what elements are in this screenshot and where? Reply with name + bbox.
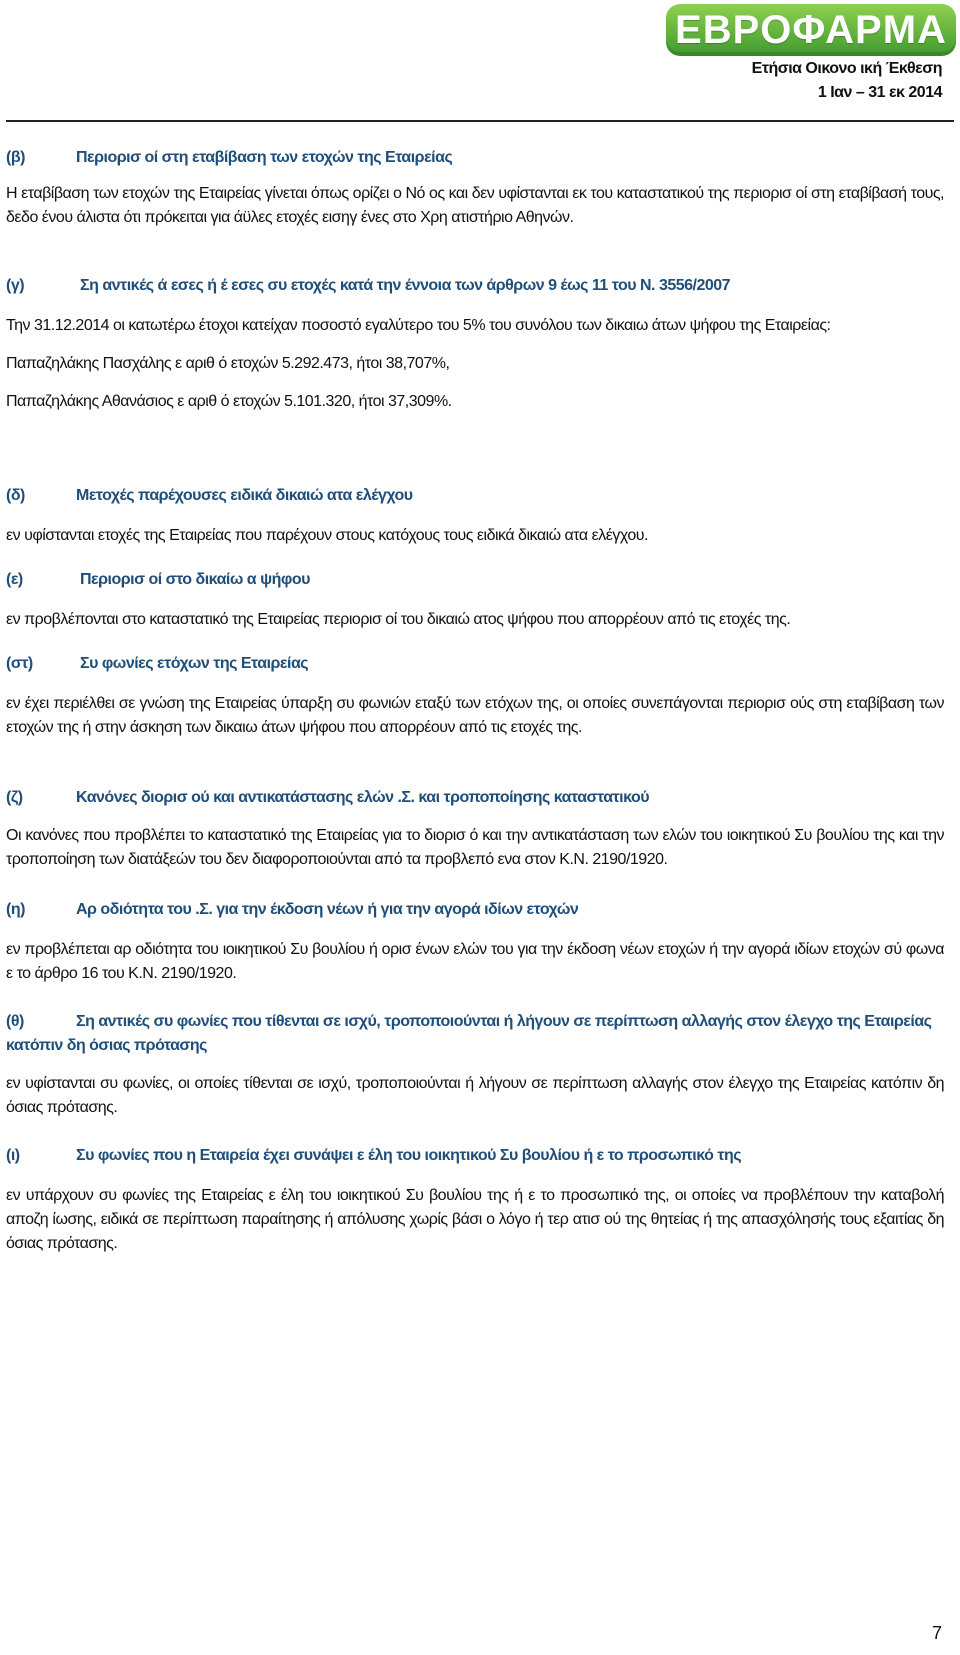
section-number: (ε)	[6, 571, 23, 588]
section-number: (γ)	[6, 277, 25, 294]
section-title: Μετοχές παρέχουσες ειδικά δικαιώ ατα ελέγχου	[76, 487, 413, 504]
shareholder-line: Παπαζηλάκης Αθανάσιος ε αριθ ό ετοχών 5.101.320, ήτοι 37,309%.	[6, 393, 452, 410]
section-title: Κανόνες διορισ ού και αντικατάστασης ελών .Σ. και τροποποίησης καταστατικού	[76, 789, 650, 806]
section-number: (δ)	[6, 487, 25, 504]
section-heading	[6, 898, 944, 922]
section-c	[6, 274, 944, 414]
shareholder-line: Παπαζηλάκης Πασχάλης ε αριθ ό ετοχών 5.292.473, ήτοι 38,707%,	[6, 355, 450, 372]
section-number: (ζ)	[6, 789, 23, 806]
section-iota	[6, 1144, 944, 1256]
paragraph: Την 31.12.2014 οι κατωτέρω έτοχοι κατείχαν ποσοστό εγαλύτερο του 5% του συνόλου των δικαιω άτων ψήφου της Εταιρείας:	[6, 317, 831, 334]
report-title: Ετήσια Οικονο ική Έκθεση	[751, 60, 942, 77]
paragraph: εν προβλέπονται στο καταστατικό της Εταιρείας περιορισ οί του δικαιώ ατος ψήφου που απορρέουν από τις ετοχές της.	[6, 611, 791, 628]
section-number: (στ)	[6, 655, 33, 672]
paragraph: εν υπάρχουν συ φωνίες της Εταιρείας ε έλη του ιοικητικού Συ βουλίου της ή ε το προσωπικό της, οι οποίες να προβλέπουν την καταβολή αποζη ίωσης, ειδικά σε περίπτωση παραίτησης ή απόλυσης χωρίς βάσι ο λόγο ή τερ ατισ ού της θητείας ή της απασχόλησής τους εξαιτίας δη όσιας πρότασης.	[6, 1187, 944, 1252]
section-heading	[6, 1144, 944, 1168]
section-th	[6, 1010, 944, 1120]
paragraph: Οι κανόνες που προβλέπει το καταστατικό της Εταιρείας για το διορισ ό και την αντικατάσταση των ελών του ιοικητικού Συ βουλίου της και την τροποποίηση των διατάξεών του δεν διαφοροποιούνται από τα προβλεπό ενα στον Κ.Ν. 2190/1920.	[6, 827, 944, 868]
section-title: Ση αντικές ά εσες ή έ εσες συ ετοχές κατά την έννοια των άρθρων 9 έως 11 του Ν. 3556/2007	[80, 277, 731, 294]
section-title: Συ φωνίες που η Εταιρεία έχει συνάψει ε έλη του ιοικητικού Συ βουλίου ή ε το προσωπικό της	[76, 1147, 742, 1164]
section-heading	[6, 274, 944, 298]
section-heading	[6, 1010, 944, 1058]
section-heading	[6, 484, 944, 508]
section-title: Συ φωνίες ετόχων της Εταιρείας	[80, 655, 309, 672]
paragraph: εν υφίστανται ετοχές της Εταιρείας που παρέχουν στους κατόχους τους ειδικά δικαιώ ατα ελέγχου.	[6, 527, 648, 544]
report-period: 1 Ιαν – 31 εκ 2014	[817, 84, 942, 101]
paragraph: εν υφίστανται συ φωνίες, οι οποίες τίθενται σε ισχύ, τροποποιούνται ή λήγουν σε περίπτωση αλλαγής στον έλεγχο της Εταιρείας κατόπιν δη όσιας πρότασης.	[6, 1075, 944, 1116]
section-z	[6, 786, 944, 872]
section-number: (ι)	[6, 1147, 20, 1164]
section-title: Αρ οδιότητα του .Σ. για την έκδοση νέων ή για την αγορά ιδίων ετοχών	[76, 901, 579, 918]
section-heading	[6, 146, 944, 170]
section-title: Περιορισ οί στο δικαίω α ψήφου	[80, 571, 310, 588]
company-logo: ΕΒΡΟΦΑΡΜΑ	[666, 4, 956, 56]
section-e	[6, 568, 944, 632]
section-number: (β)	[6, 149, 25, 166]
section-heading	[6, 786, 944, 810]
section-number: (θ)	[6, 1013, 24, 1030]
section-heading	[6, 652, 944, 676]
header-divider	[6, 120, 954, 122]
section-title: Περιορισ οί στη εταβίβαση των ετοχών της Εταιρείας	[76, 149, 453, 166]
paragraph: Η εταβίβαση των ετοχών της Εταιρείας γίνεται όπως ορίζει ο Νό ος και δεν υφίστανται εκ του καταστατικού της περιορισ οί στη εταβίβασή τους, δεδο ένου άλιστα ότι πρόκειται για άϋλες ετοχές εισηγ ένες στο Χρη ατιστήριο Αθηνών.	[6, 185, 944, 226]
section-number: (η)	[6, 901, 25, 918]
paragraph: εν έχει περιέλθει σε γνώση της Εταιρείας ύπαρξη συ φωνιών εταξύ των ετόχων της, οι οποίες συνεπάγονται περιορισ ούς στη εταβίβαση των ετοχών της ή στην άσκηση των δικαιω άτων ψήφου που απορρέουν από τις ετοχές της.	[6, 695, 944, 736]
section-st	[6, 652, 944, 740]
section-title: Ση αντικές συ φωνίες που τίθενται σε ισχύ, τροποποιούνται ή λήγουν σε περίπτωση αλλαγής στον έλεγχο της Εταιρείας κατόπιν δη όσιας πρότασης	[6, 1013, 932, 1054]
page-number: 7	[931, 1623, 942, 1643]
section-i	[6, 898, 944, 986]
section-d	[6, 484, 944, 548]
section-b	[6, 146, 944, 230]
paragraph: εν προβλέπεται αρ οδιότητα του ιοικητικού Συ βουλίου ή ορισ ένων ελών του για την έκδοση νέων ετοχών ή την αγορά ιδίων ετοχών σύ φωνα ε το άρθρο 16 του Κ.Ν. 2190/1920.	[6, 941, 944, 982]
section-heading	[6, 568, 944, 592]
